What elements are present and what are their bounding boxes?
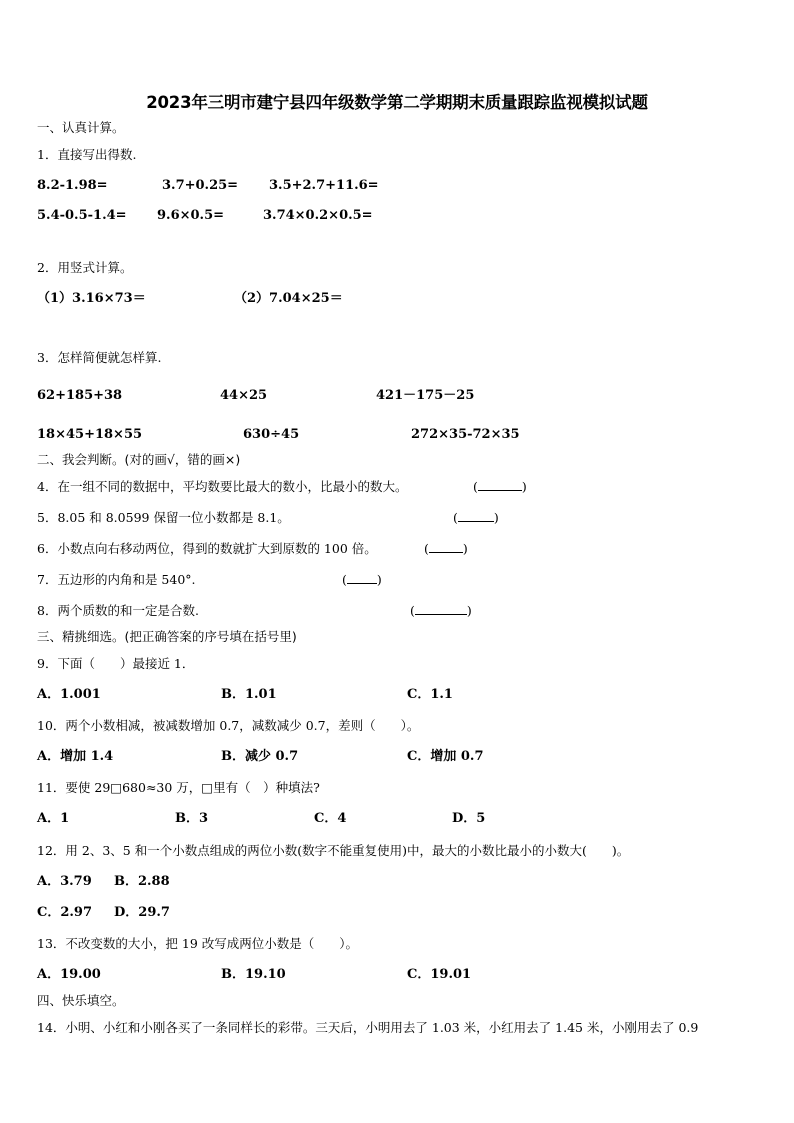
question-1-stem: 1．直接写出得数. [37,147,137,162]
q1-expr-1: 8.2-1.98= [37,178,108,193]
judge-question-7: 7．五边形的内角和是 540°. [37,572,196,587]
question-12-stem: 12．用 2、3、5 和一个小数点组成的两位小数(数字不能重复使用)中，最大的小数比最小的小数大( )。 [37,843,630,858]
judge-question-5: 5．8.05 和 8.0599 保留一位小数都是 8.1。 [37,510,290,525]
q12-option-a[interactable]: A．3.79 [37,874,92,889]
q3-expr-5: 630÷45 [243,427,300,442]
question-10-stem: 10．两个小数相减，被减数增加 0.7，减数减少 0.7，差则（ ）。 [37,718,420,733]
q1-expr-6: 3.74×0.2×0.5= [263,208,373,223]
close-paren: ) [376,572,382,587]
q2-item-2: （2）7.04×25＝ [234,291,343,306]
answer-blank[interactable] [458,509,494,522]
q3-expr-4: 18×45+18×55 [37,427,143,442]
section-heading-3: 三、精挑细选。(把正确答案的序号填在括号里) [37,629,297,644]
q13-option-c[interactable]: C．19.01 [407,967,472,982]
q3-expr-1: 62+185+38 [37,388,123,403]
question-3-stem: 3．怎样简便就怎样算. [37,350,162,365]
q11-option-c[interactable]: C．4 [314,811,347,826]
section-heading-1: 一、认真计算。 [37,120,125,135]
section-heading-2: 二、我会判断。(对的画√，错的画×) [37,452,241,467]
q10-option-a[interactable]: A．增加 1.4 [37,749,114,764]
judge-question-8: 8．两个质数的和一定是合数. [37,603,199,618]
judge-answer-7[interactable] [342,571,382,589]
q11-option-a[interactable]: A．1 [37,811,70,826]
page-title: 2023年三明市建宁县四年级数学第二学期期末质量跟踪监视模拟试题 [146,93,648,112]
close-paren: ) [493,510,499,525]
q3-expr-6: 272×35-72×35 [411,427,520,442]
open-paren: ( [342,572,347,587]
q9-option-c[interactable]: C．1.1 [407,687,453,702]
q1-expr-3: 3.5+2.7+11.6= [269,178,379,193]
q12-option-b[interactable]: B．2.88 [114,874,170,889]
q3-expr-2: 44×25 [220,388,268,403]
q2-item-1: （1）3.16×73＝ [37,291,146,306]
judge-answer-8[interactable] [410,602,472,620]
q9-option-b[interactable]: B．1.01 [221,687,277,702]
q10-option-b[interactable]: B．减少 0.7 [221,749,299,764]
judge-answer-6[interactable] [424,540,468,558]
q3-expr-3: 421－175－25 [376,388,475,403]
judge-question-4: 4．在一组不同的数据中，平均数要比最大的数小，比最小的数大。 [37,479,408,494]
open-paren: ( [410,603,415,618]
judge-answer-5[interactable] [453,509,499,527]
q11-option-d[interactable]: D．5 [452,811,486,826]
answer-blank[interactable] [429,540,463,553]
section-heading-4: 四、快乐填空。 [37,993,125,1008]
q13-option-a[interactable]: A．19.00 [37,967,101,982]
close-paren: ) [466,603,472,618]
judge-answer-4[interactable] [473,478,527,496]
q11-option-b[interactable]: B．3 [175,811,209,826]
question-9-stem: 9．下面（ ）最接近 1． [37,656,195,671]
judge-question-6: 6．小数点向右移动两位，得到的数就扩大到原数的 100 倍。 [37,541,377,556]
q10-option-c[interactable]: C．增加 0.7 [407,749,484,764]
q1-expr-5: 9.6×0.5= [157,208,225,223]
answer-blank[interactable] [415,602,467,615]
close-paren: ) [462,541,468,556]
q1-expr-2: 3.7+0.25= [162,178,239,193]
open-paren: ( [473,479,478,494]
q12-option-d[interactable]: D．29.7 [114,905,170,920]
question-2-stem: 2．用竖式计算。 [37,260,133,275]
q1-expr-4: 5.4-0.5-1.4= [37,208,127,223]
question-13-stem: 13．不改变数的大小，把 19 改写成两位小数是（ ）。 [37,936,359,951]
open-paren: ( [453,510,458,525]
question-11-stem: 11．要使 29□680≈30 万，□里有（ ）种填法? [37,780,320,795]
q12-option-c[interactable]: C．2.97 [37,905,93,920]
q9-option-a[interactable]: A．1.001 [37,687,101,702]
question-14-stem: 14．小明、小红和小刚各买了一条同样长的彩带。三天后，小明用去了 1.03 米，小红用去了 1.45 米，小刚用去了 0.9 [37,1020,699,1035]
answer-blank[interactable] [347,571,377,584]
close-paren: ) [521,479,527,494]
open-paren: ( [424,541,429,556]
q13-option-b[interactable]: B．19.10 [221,967,286,982]
answer-blank[interactable] [478,478,522,491]
